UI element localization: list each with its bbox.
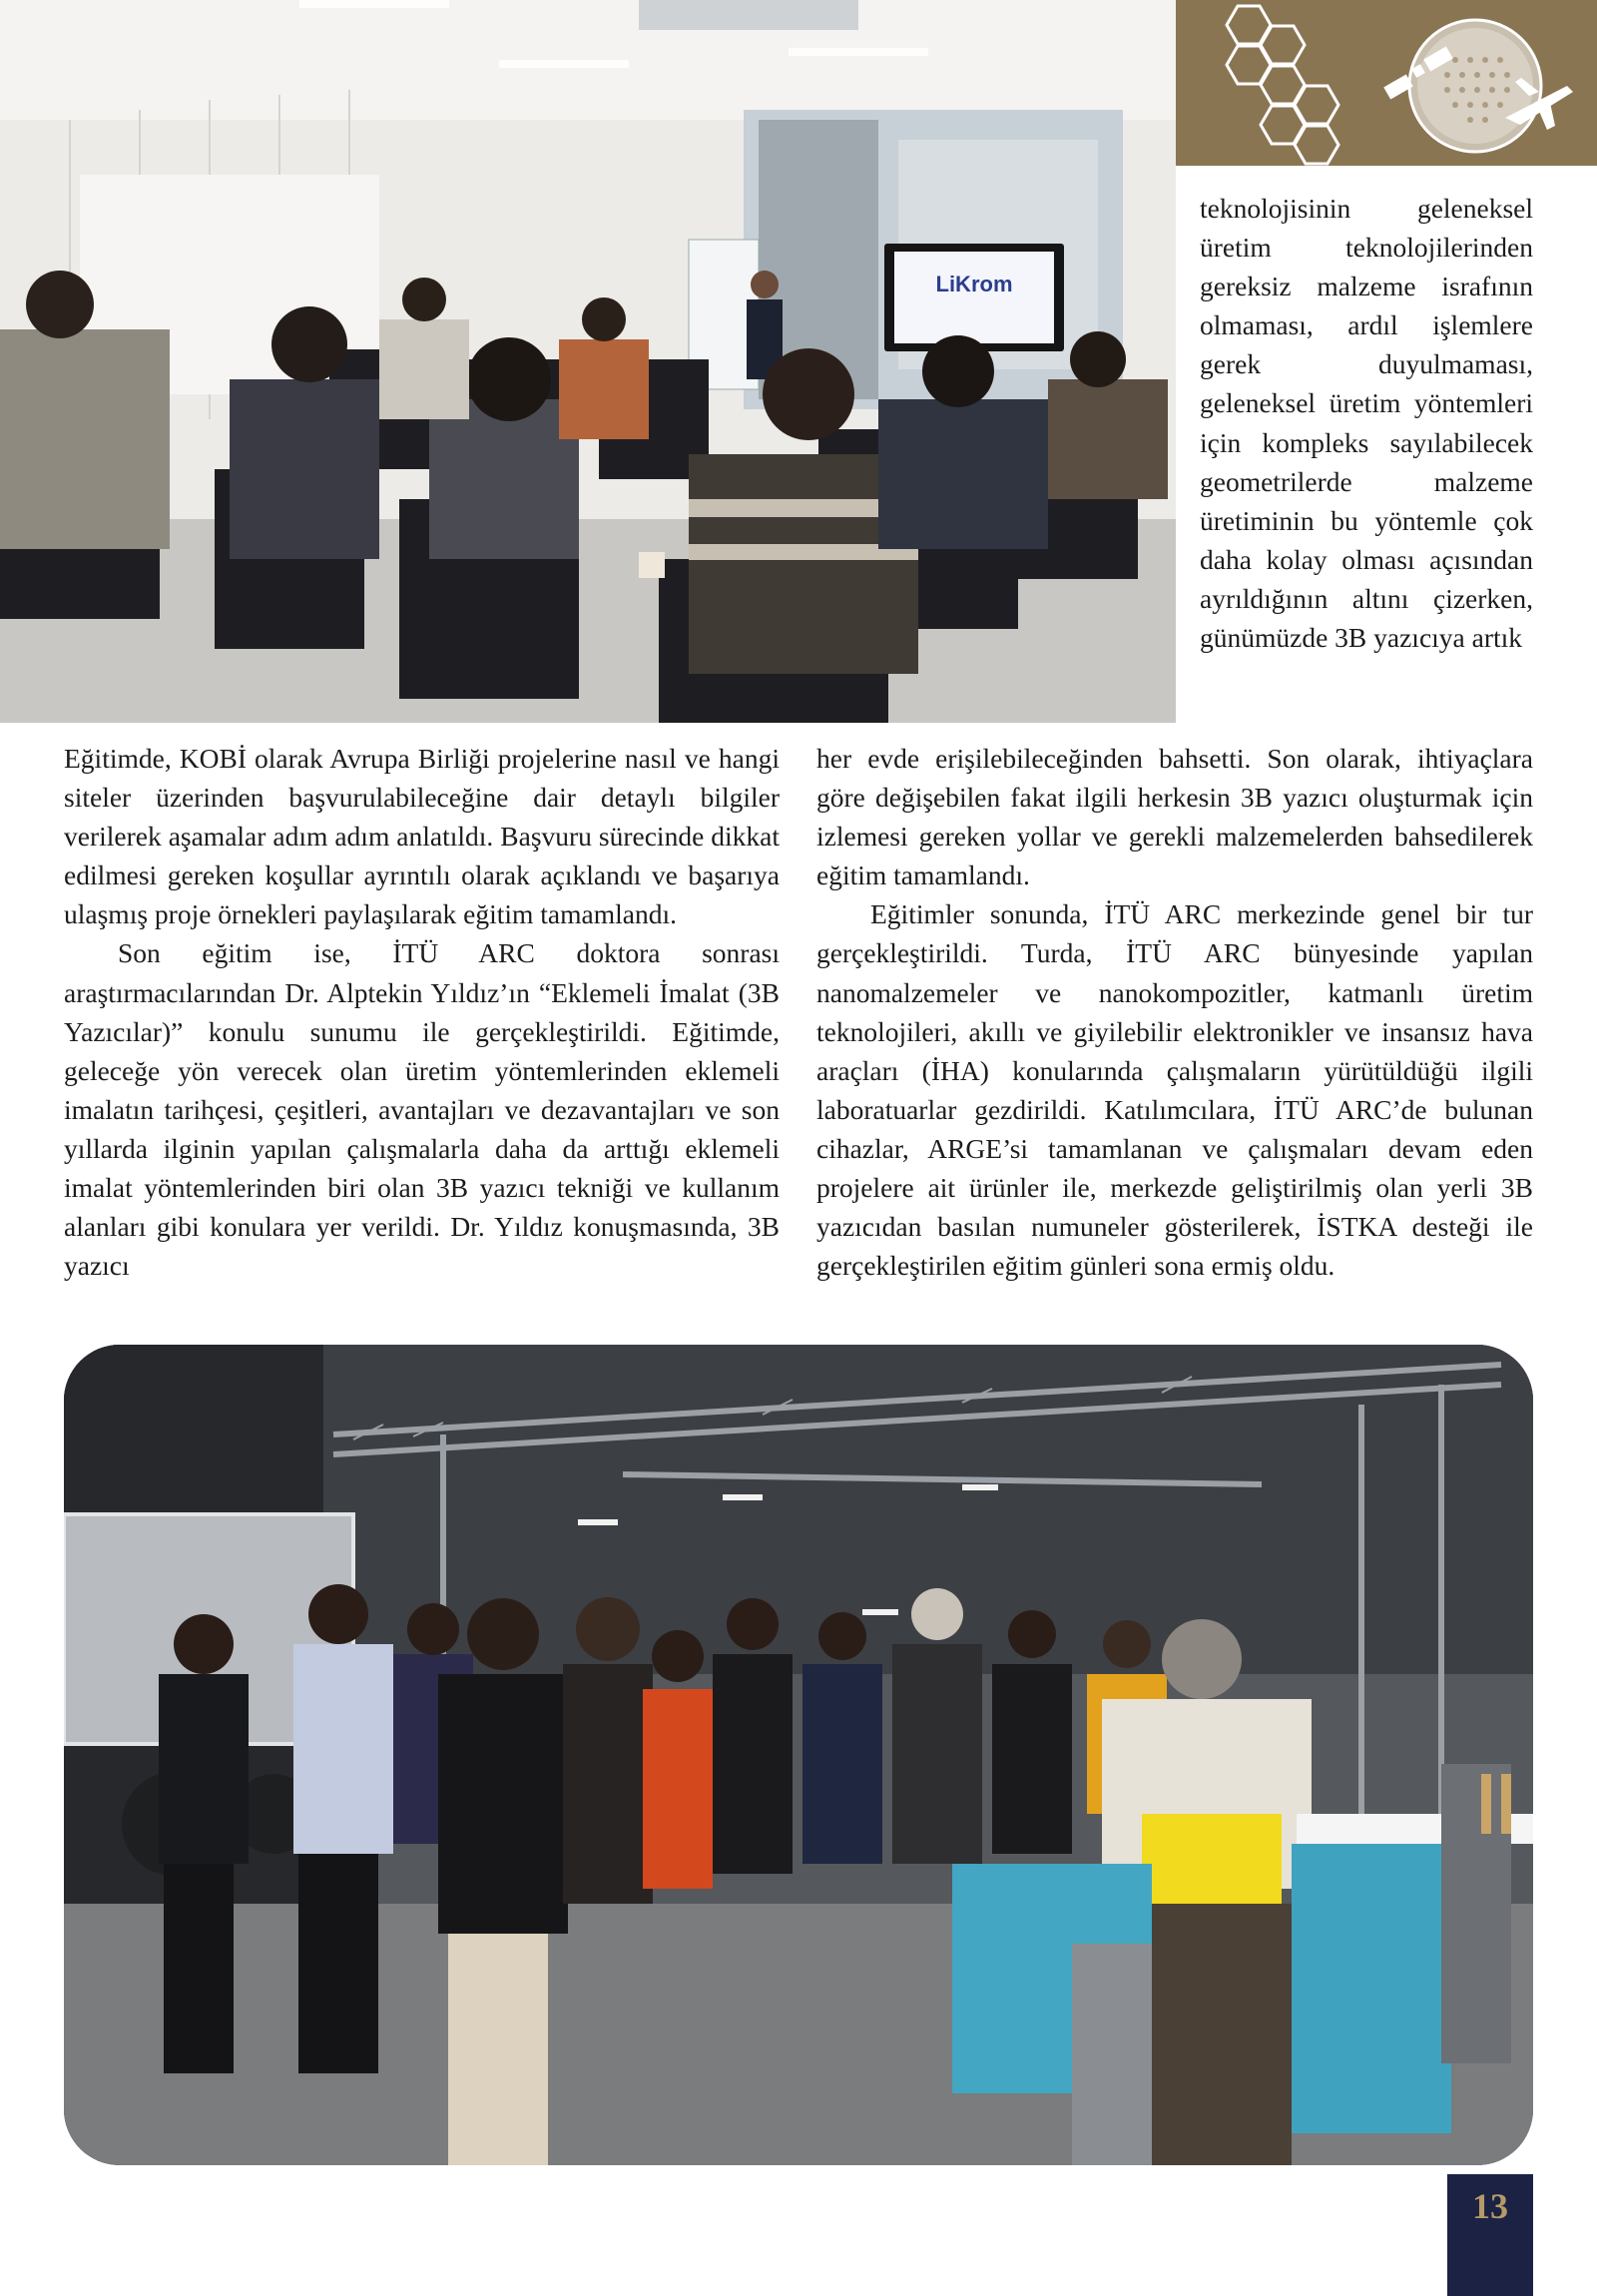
emblem-graphic [1176,0,1597,166]
seminar-photo-graphic [0,0,1176,723]
article-text-column-top-right [1200,189,1533,657]
lab-tour-photo [64,1345,1533,2165]
article-text-column-left [64,739,780,1285]
lab-tour-photo-graphic [64,1345,1533,2165]
article-text-column-right [816,739,1533,1285]
article-paragraph: Son eğitim ise, İTÜ ARC doktora sonrası araştırmacılarından Dr. Alptekin Yıldız’ın “Eklemeli İmalat (3B Yazıcılar)” konulu sunumu ile gerçekleştirildi. Eğitimde, geleceğe yön verecek olan üretim yöntemlerinden eklemeli imalatın tarihçesi, çeşitleri, avantajları ve dezavantajları ve son yıllarda ilginin yapılan çalışmalarla daha da arttığı eklemeli imalat yöntemlerinden biri olan 3B yazıcı tekniği ve kullanım alanları gibi konulara yer verildi. Dr. Yıldız konuşmasında, 3B yazıcı [64,937,780,1282]
magazine-emblem [1176,0,1597,166]
article-paragraph: teknolojisinin geleneksel üretim teknolojilerinden gereksiz malzeme israfının olmaması, ardıl işlemlere gerek duyulmaması, geleneksel üretim yöntemleri için kompleks sayılabilecek geometrilerde malzeme üretiminin bu yöntemle çok daha kolay olması açısından ayrıldığının altını çizerken, günümüzde 3B yazıcıya artık [1200,193,1533,654]
page-number: 13 [1447,2174,1533,2296]
seminar-photo [0,0,1176,723]
screen-logo-text: LiKrom [935,272,1013,296]
article-paragraph: Eğitimde, KOBİ olarak Avrupa Birliği projelerine nasıl ve hangi siteler üzerinden başvurulabileceğine dair detaylı bilgiler verilerek aşamalar adım adım anlatıldı. Başvuru sürecinde dikkat edilmesi gereken koşullar ayrıntılı olarak açıklandı ve başarıya ulaşmış proje örnekleri paylaşılarak eğitim tamamlandı. [64,743,780,930]
article-paragraph: Eğitimler sonunda, İTÜ ARC merkezinde genel bir tur gerçekleştirildi. Turda, İTÜ ARC bünyesinde yapılan nanomalzemeler ve nanokompozitler, katmanlı üretim teknolojileri, akıllı ve giyilebilir elektronikler ve insansız hava araçları (İHA) konularında çalışmaların yürütüldüğü ilgili laboratuarlar gezdirildi. Katılımcılara, İTÜ ARC’de bulunan cihazlar, ARGE’si tamamlanan ve çalışmaları devam eden projelere ait ürünler ile, merkezde geliştirilmiş olan yerli 3B yazıcıdan basılan numuneler gösterilerek, İSTKA desteği ile gerçekleştirilen eğitim günleri sona ermiş oldu. [816,898,1533,1282]
article-paragraph: her evde erişilebileceğinden bahsetti. Son olarak, ihtiyaçlara göre değişebilen fakat ilgili herkesin 3B yazıcı oluşturmak için izlemesi gereken yollar ve gerekli malzemelerden bahsedilerek eğitim tamamlandı. [816,743,1533,891]
